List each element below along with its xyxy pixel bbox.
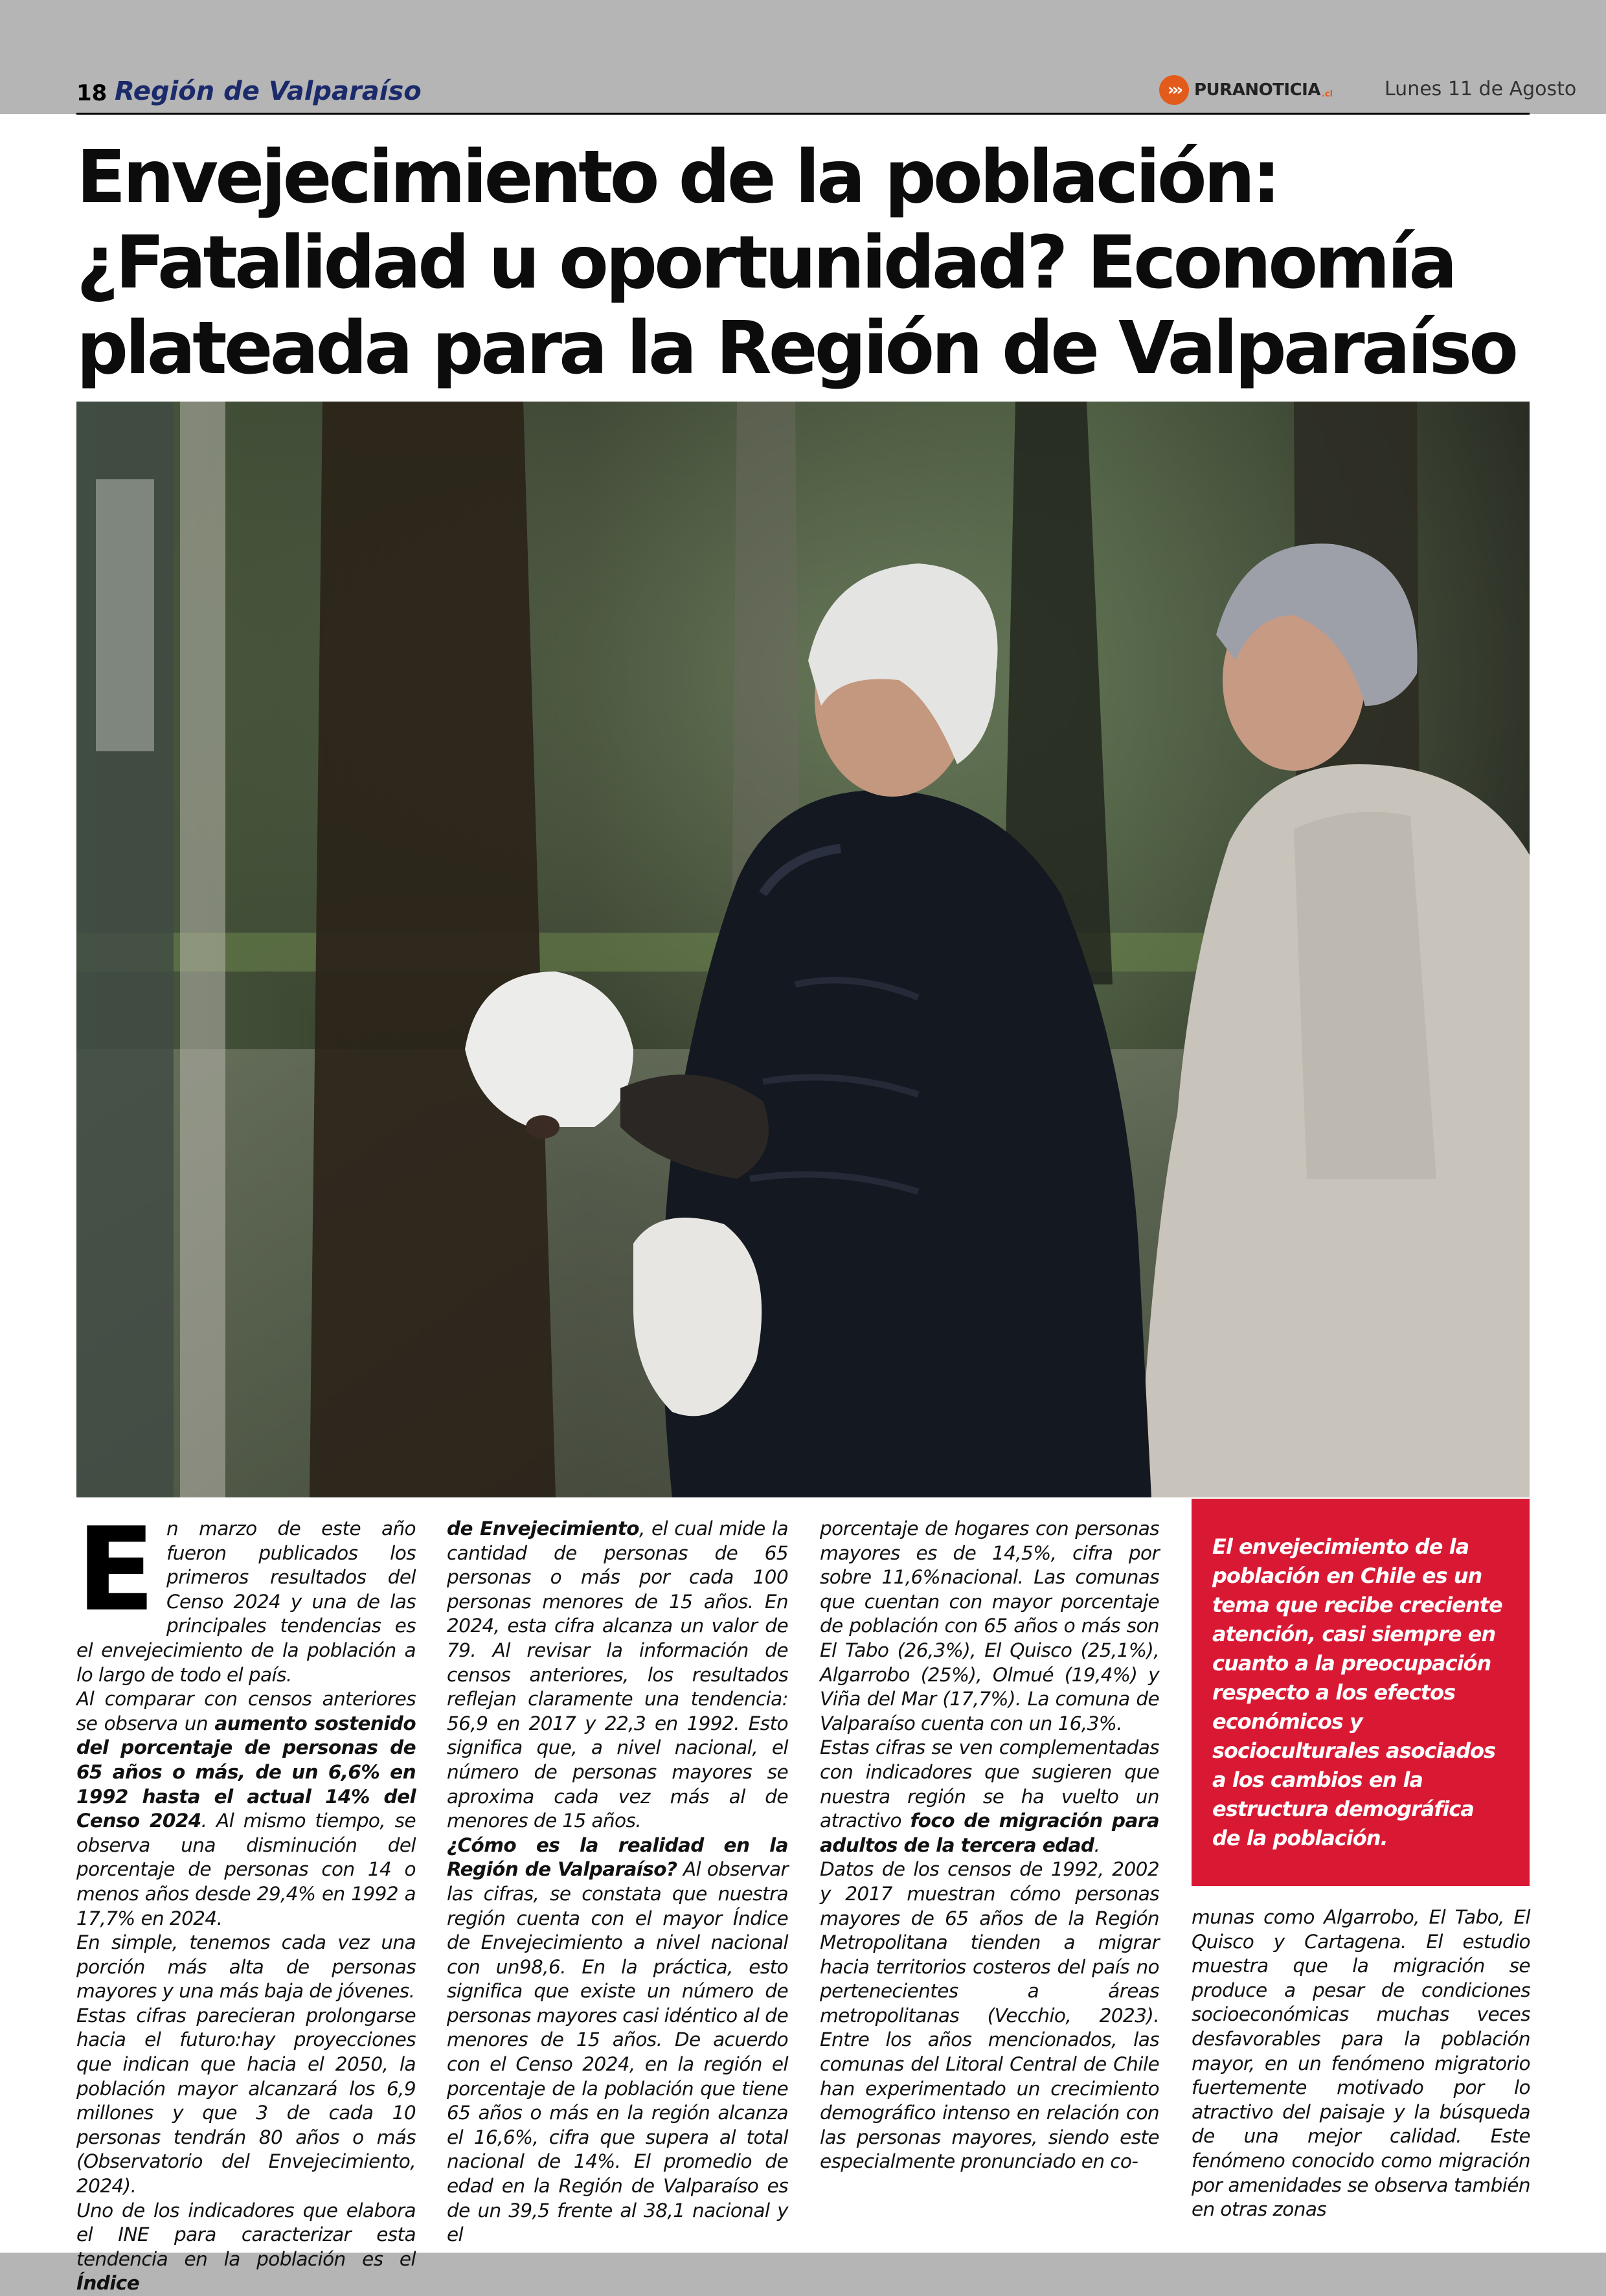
text: Estas cifras se ven complementadas con indicadores que sugieren que nuestra región se ha vuelto un atractivo xyxy=(820,1736,1159,1832)
paragraph xyxy=(76,2004,416,2199)
text: porcentaje de hogares con personas mayores es de 14,5%, cifra por sobre 11,6%nacional. Las comunas que cuentan con mayor porcentaje de población con 65 años o más son El Tabo (26,3%), El Quisco (25,1%), Algarrobo (25%), Olmué (19,4%) y Viña del Mar (17,7%). La comuna de Valparaíso cuenta con un 16,3%. xyxy=(820,1517,1159,1734)
text: . xyxy=(1094,1834,1100,1856)
text: Estas cifras parecieran prolongarse hacia el futuro:hay proyecciones que indican que hacia el 2050, la población mayor alcanzará los 6,9 millones y que 3 de cada 10 personas tendrán 80 años o más (Observatorio del Envejecimiento, 2024). xyxy=(76,2004,416,2198)
brand-suffix: .cl xyxy=(1321,89,1333,99)
text: n marzo de este año fueron publicados los primeros resultados del Censo 2024 y una de las principales tendencias es el envejecimiento de la población a lo largo de todo el país. xyxy=(76,1517,416,1686)
pull-quote-box xyxy=(1192,1499,1530,1886)
brand-name: PURANOTICIA xyxy=(1194,80,1320,100)
subheading: ¿Cómo es la realidad en la Región de Valparaíso? xyxy=(447,1834,788,1881)
text: Uno de los indicadores que elabora el INE para caracterizar esta tendencia en la población es el xyxy=(76,2199,416,2270)
paragraph xyxy=(820,1858,1159,2174)
brand-logo xyxy=(1159,75,1333,105)
paragraph xyxy=(76,2199,416,2296)
bold-text: aumento sostenido del porcentaje de personas de 65 años o más, de un 6,6% en 1992 hasta el actual 14% del Censo 2024 xyxy=(76,1712,416,1832)
text: En simple, tenemos cada vez una porción más alta de personas mayores y una más baja de jóvenes. xyxy=(76,1931,416,2003)
text: munas como Algarrobo, El Tabo, El Quisco y Cartagena. El estudio muestra que la migración se produce a pesar de condiciones socioeconómicas muchas veces desfavorables para la población mayor, en un fenómeno migratorio fuertemente motivado por lo atractivo del paisaje y la búsqueda de una mejor calidad. Este fenómeno conocido como migración por amenidades se observa también en otras zonas xyxy=(1192,1906,1530,2221)
paragraph xyxy=(447,1834,788,2247)
issue-date: Lunes 11 de Agosto xyxy=(1385,78,1577,100)
play-arrows-icon: ››› xyxy=(1159,75,1189,105)
photo-elderly-couple-with-dog xyxy=(76,402,1530,1497)
paragraph xyxy=(820,1736,1159,1858)
paragraph xyxy=(447,1517,788,1834)
article-column-4 xyxy=(1192,1905,1530,2222)
paragraph xyxy=(820,1517,1159,1736)
bold-text: Índice xyxy=(76,2272,140,2295)
header-rule xyxy=(76,113,1530,115)
headline-line-2: ¿Fatalidad u oportunidad? Economía xyxy=(76,221,1454,305)
headline xyxy=(76,135,1530,391)
paragraph xyxy=(76,1687,416,1931)
text: Al observar las cifras, se constata que nuestra región cuenta con el mayor Índice de Envejecimiento a nivel nacional con un98,6. En la práctica, esto significa que existe un número de personas mayores casi idéntico al de menores de 15 años. De acuerdo con el Censo 2024, en la región el porcentaje de la población que tiene 65 años o más en la región alcanza el 16,6%, cifra que supera al total nacional de 14%. El promedio de edad en la Región de Valparaíso es de un 39,5 frente al 38,1 nacional y el xyxy=(447,1858,788,2246)
text: . Al mismo tiempo, se observa una disminución del porcentaje de personas con 14 o menos años desde 29,4% en 1992 a 17,7% en 2024. xyxy=(76,1810,416,1929)
text: Al comparar con censos anteriores se observa un xyxy=(76,1688,416,1734)
photo-illustration xyxy=(76,402,1530,1497)
section-title: Región de Valparaíso xyxy=(115,76,422,106)
paragraph xyxy=(1192,1905,1530,2222)
paragraph xyxy=(76,1931,416,2004)
pull-quote-text: El envejecimiento de la población en Chile es un tema que recibe creciente atención, casi siempre en cuanto a la preocupación respecto a los efectos económicos y socioculturales asociados a los cambios en la estructura demográfica de la población. xyxy=(1212,1534,1502,1850)
page-number: 18 xyxy=(76,80,107,106)
headline-line-3: plateada para la Región de Valparaíso xyxy=(76,306,1516,391)
text: , el cual mide la cantidad de personas de 65 personas o más por cada 100 personas menores de 15 años. En 2024, esta cifra alcanza un valor de 79. Al revisar la información de censos anteriores, los resultados reflejan claramente una tendencia: 56,9 en 2017 y 22,3 en 1992. Esto significa que, a nivel nacional, el número de personas mayores se aproxima cada vez más al de menores de 15 años. xyxy=(447,1517,788,1832)
bold-text: foco de migración para adultos de la tercera edad xyxy=(820,1810,1160,1856)
headline-line-1: Envejecimiento de la población: xyxy=(76,135,1278,220)
article-column-3 xyxy=(820,1517,1159,2174)
article-column-2 xyxy=(447,1517,788,2247)
bold-text: de Envejecimiento xyxy=(447,1517,639,1540)
dropcap: E xyxy=(76,1503,155,1637)
article-column-1 xyxy=(76,1503,416,2296)
text: Datos de los censos de 1992, 2002 y 2017 muestran cómo personas mayores de 65 años de la Región Metropolitana tienden a migrar hacia territorios costeros del país no pertenecientes a áreas metropolitanas (Vecchio, 2023). Entre los años mencionados, las comunas del Litoral Central de Chile han experimentado un crecimiento demográfico intenso en relación con las personas mayores, siendo este especialmente pronunciado en co- xyxy=(820,1858,1159,2173)
